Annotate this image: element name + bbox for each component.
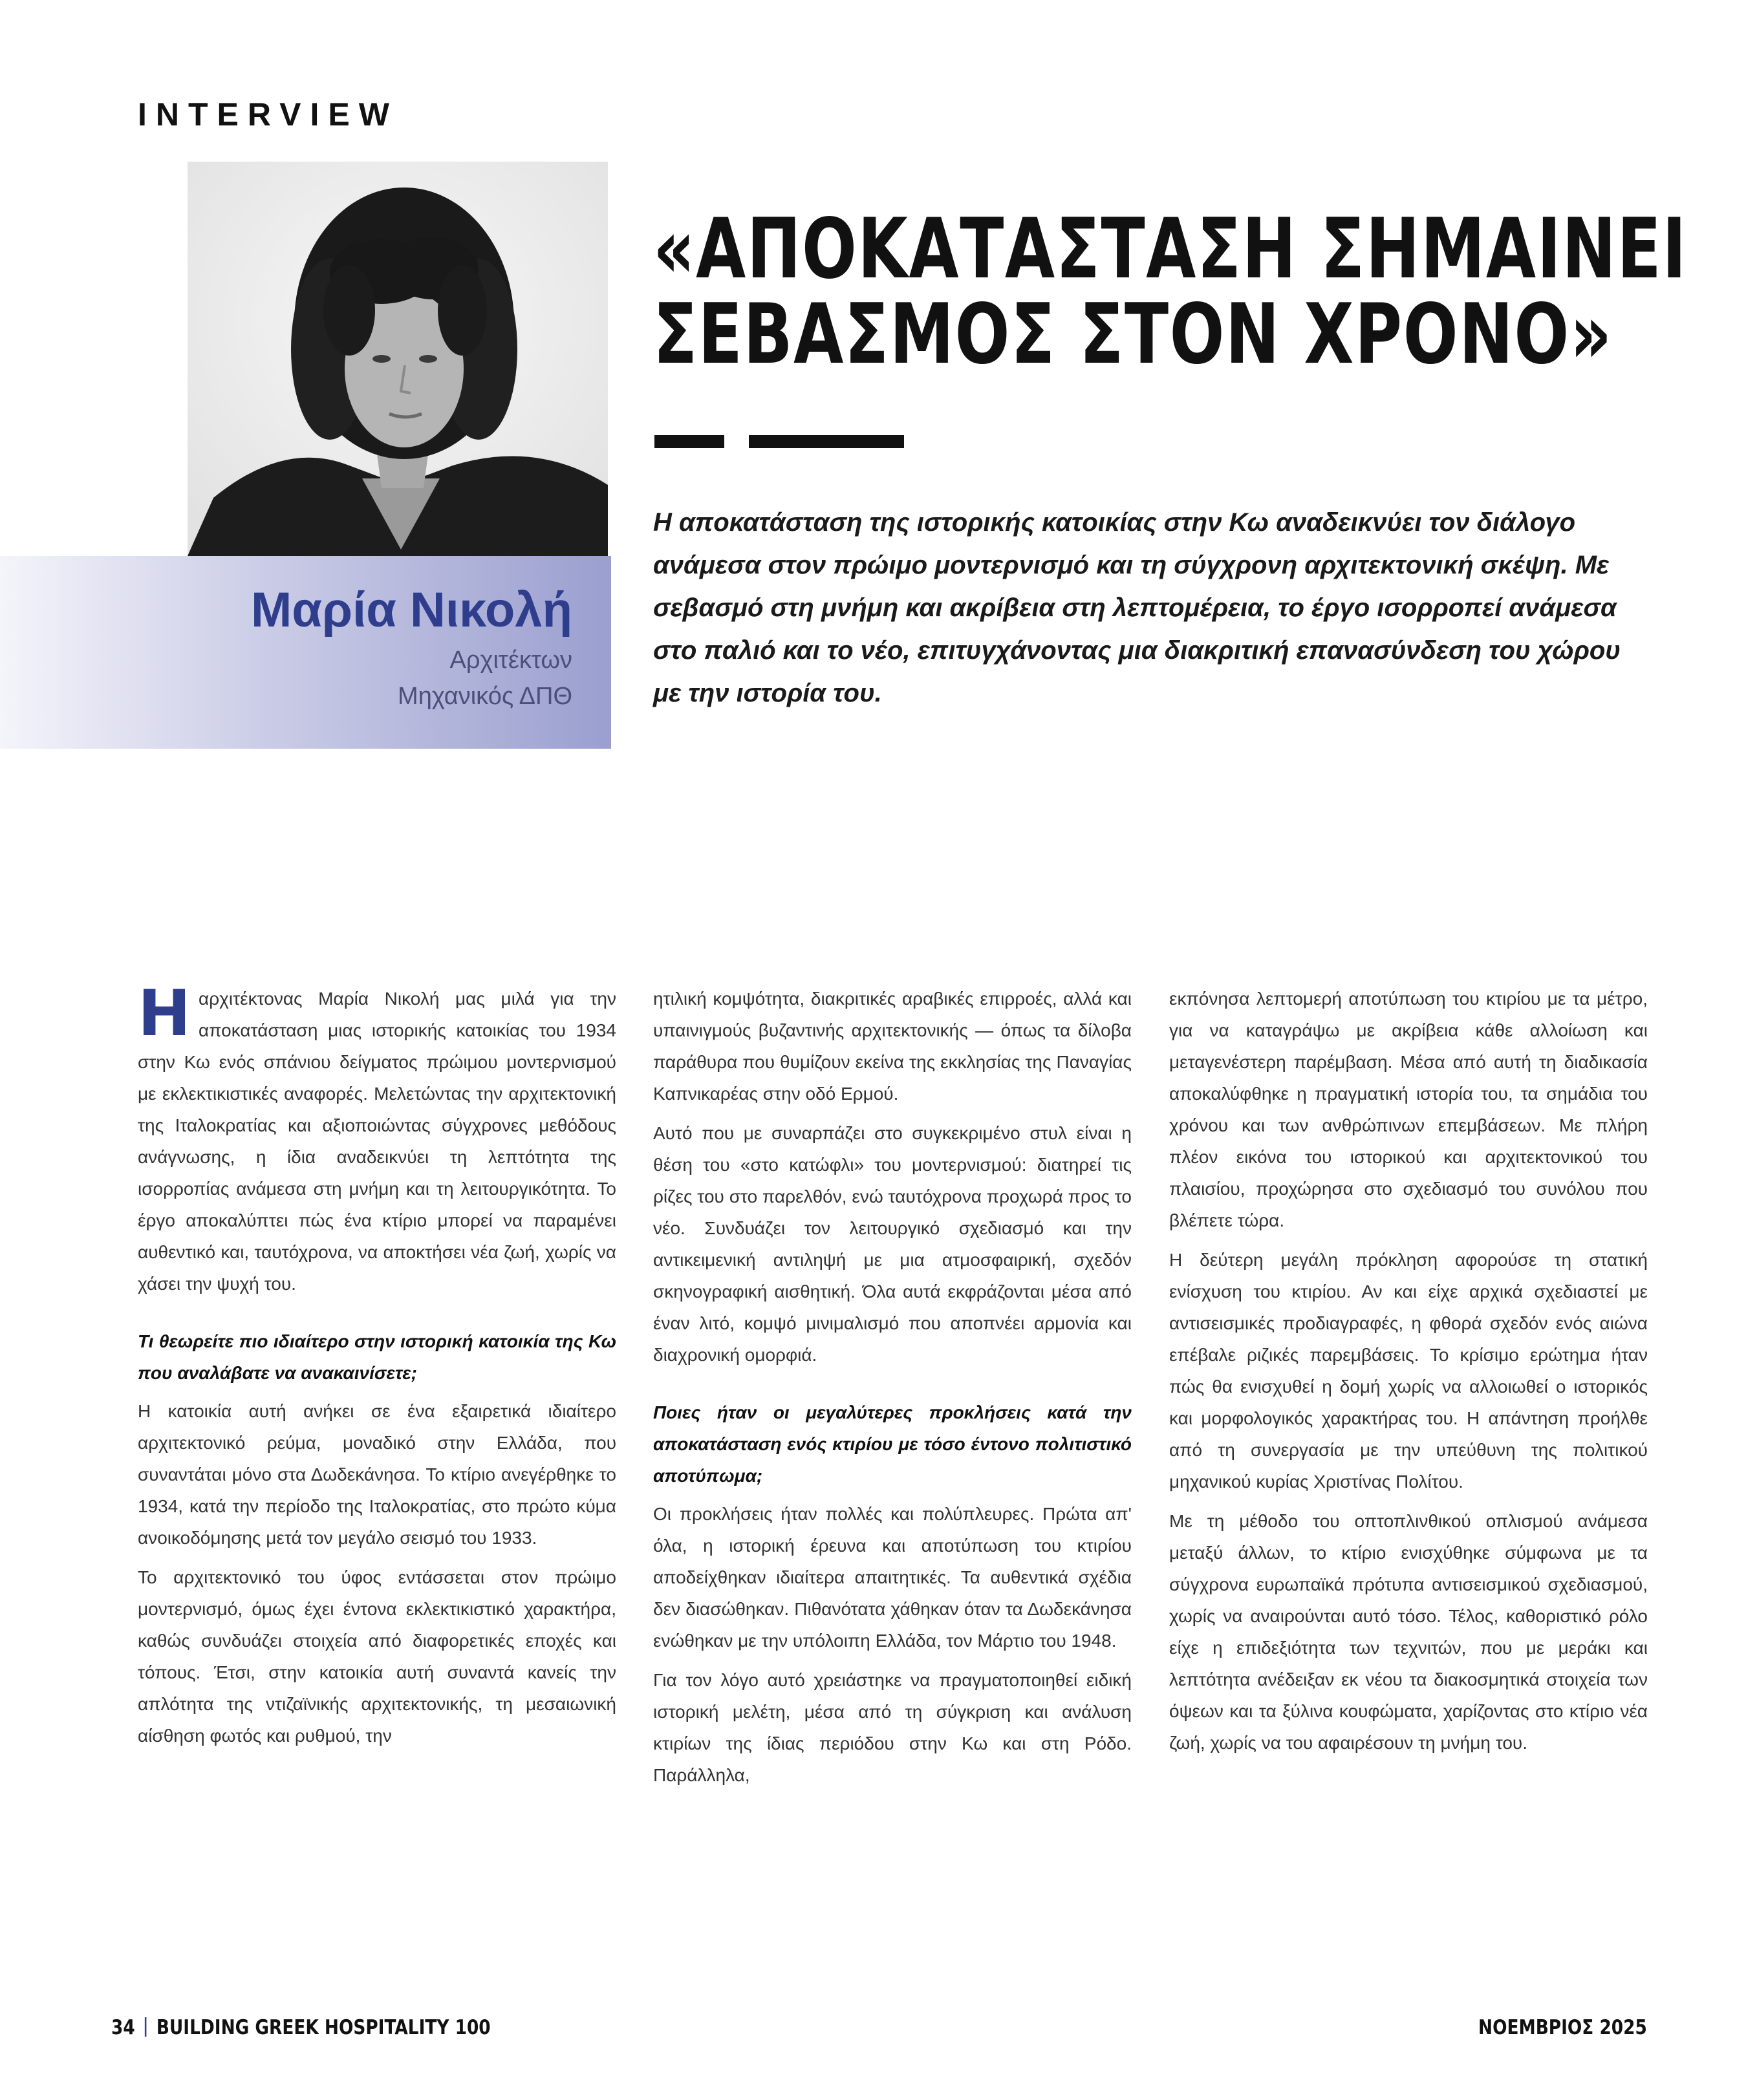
lead-paragraph: Η αποκατάσταση της ιστορικής κατοικίας στην Κω αναδεικνύει τον διάλογο ανάμεσα στον πρώιμο μοντερνισμό και τη σύγχρονη αρχιτεκτονική σκέψη. Με σεβασμό στη μνήμη και ακρίβεια στη λεπτομέρεια, το έργο ισορροπεί ανάμεσα στο παλιό και το νέο, επιτυγχάνοντας μια διακριτική επανασύνδεση του χώρου με την ιστορία του. (653, 508, 1621, 707)
article-column-3 (1169, 983, 1648, 1766)
page-number: 34 (111, 2016, 135, 2039)
portrait-photo (188, 162, 608, 556)
answer-2-paragraph-1: Οι προκλήσεις ήταν πολλές και πολύπλευρες. Πρώτα απ' όλα, η ιστορική έρευνα και αποτύπωση του κτιρίου αποδείχθηκαν ιδιαίτερα απαιτητικές. Τα αυθεντικά σχέδια δεν διασώθηκαν. Πιθανότατα χάθηκαν όταν τα Δωδεκάνησα ενώθηκαν με την υπόλοιπη Ελλάδα, τον Μάρτιο του 1948. (653, 1504, 1132, 1651)
headline-divider-long (749, 435, 904, 448)
name-card (0, 556, 611, 749)
issue-date: ΝΟΕΜΒΡΙΟΣ 2025 (1478, 2016, 1647, 2039)
person-role-line1: Αρχιτέκτων (449, 647, 572, 674)
headline-line2: ΣΕΒΑΣΜΟΣ ΣΤΟΝ ΧΡΟΝΟ» (653, 286, 1613, 383)
drop-cap: Η (138, 977, 191, 1051)
section-label: INTERVIEW (138, 96, 398, 133)
answer-2-paragraph-5: Με τη μέθοδο του οπτοπλινθικού οπλισμού ανάμεσα μεταξύ άλλων, το κτίριο ενισχύθηκε σύμφωνα με τα σύγχρονα ευρωπαϊκά πρότυπα αντισεισμικού σχεδιασμού, χωρίς να αναιρούνται αυτό τόσο. Τέλος, καθοριστικό ρόλο είχε η επιδεξιότητα των τεχνιτών, που με μεράκι και λεπτότητα ανέδειξαν εκ νέου τα διακοσμητικά στοιχεία των όψεων και τα ξύλινα κουφώματα, χαρίζοντας στο κτίριο νέα ζωή, χωρίς να του αφαιρέσουν τη μνήμη του. (1169, 1511, 1648, 1753)
answer-2-paragraph-2: Για τον λόγο αυτό χρειάστηκε να πραγματοποιηθεί ειδική ιστορική μελέτη, μέσα από τη σύγκριση και ανάλυση κτιρίων της ίδιας περιόδου στην Κω και στη Ρόδο. Παράλληλα, (653, 1670, 1132, 1785)
publication-name: BUILDING GREEK HOSPITALITY 100 (156, 2016, 491, 2039)
footer-separator (145, 2017, 147, 2037)
question-2: Ποιες ήταν οι μεγαλύτερες προκλήσεις κατά την αποκατάσταση ενός κτιρίου με τόσο έντονο πολιτιστικό αποτύπωμα; (653, 1402, 1132, 1486)
answer-2-paragraph-3: εκπόνησα λεπτομερή αποτύπωση του κτιρίου με τα μέτρο, για να καταγράψω με ακρίβεια κάθε αλλοίωση και μεταγενέστερη παρέμβαση. Μέσα από αυτή τη διαδικασία αποκαλύφθηκε η πραγματική ιστορία του, τα σημάδια του χρόνου και των ανθρώπινων επεμβάσεων. Με πλήρη πλέον εικόνα του ιστορικού και αρχιτεκτονικού του πλαισίου, προχώρησα στο σχεδιασμό του συνόλου που βλέπετε τώρα. (1169, 989, 1648, 1230)
answer-1-paragraph-2: Το αρχιτεκτονικό του ύφος εντάσσεται στον πρώιμο μοντερνισμό, όμως έχει έντονα εκλεκτικιστικό χαρακτήρα, καθώς συνδυάζει στοιχεία από διαφορετικές εποχές και τόπους. Έτσι, στην κατοικία αυτή συναντά κανείς την απλότητα της ντιζαϊνικής αρχιτεκτονικής, τη μεσαιωνική αίσθηση φωτός και ρυθμού, την (138, 1567, 616, 1746)
footer-left (111, 2016, 491, 2039)
person-role-line2: Μηχανικός ΔΠΘ (398, 683, 572, 710)
article-headline (653, 201, 1688, 383)
headline-divider-short (654, 435, 724, 448)
article-column-2 (653, 983, 1132, 1799)
answer-1-paragraph-1: Η κατοικία αυτή ανήκει σε ένα εξαιρετικά ιδιαίτερο αρχιτεκτονικό ρεύμα, μοναδικό στην Ελλάδα, που συναντάται μόνο στα Δωδεκάνησα. Το κτίριο ανεγέρθηκε το 1934, κατά την περίοδο της Ιταλοκρατίας, στο πρώτο κύμα ανοικοδόμησης μετά τον μεγάλο σεισμό του 1933. (138, 1401, 616, 1548)
answer-1-paragraph-4: Αυτό που με συναρπάζει στο συγκεκριμένο στυλ είναι η θέση του «στο κατώφλι» του μοντερνισμού: διατηρεί τις ρίζες του στο παρελθόν, ενώ ταυτόχρονα προχωρά προς το νέο. Συνδυάζει τον λειτουργικό σχεδιασμό και την αντικειμενική αντιληψή με μια ατμοσφαιρική, σχεδόν σκηνογραφική αισθητική. Όλα αυτά εκφράζονται μέσα από έναν λιτό, κομψό μινιμαλισμό που αποπνέει αρμονία και διαχρονική ομορφιά. (653, 1123, 1132, 1365)
question-1: Τι θεωρείτε πιο ιδιαίτερο στην ιστορική κατοικία της Κω που αναλάβατε να ανακαινίσετε; (138, 1331, 616, 1383)
answer-1-paragraph-3: ητιλική κομψότητα, διακριτικές αραβικές επιρροές, αλλά και υπαινιγμούς βυζαντινής αρχιτεκτονικής — όπως τα δίλοβα παράθυρα που θυμίζουν εκείνα της εκκλησίας της Παναγίας Καπνικαρέας στην οδό Ερμού. (653, 989, 1132, 1104)
answer-2-paragraph-4: Η δεύτερη μεγάλη πρόκληση αφορούσε τη στατική ενίσχυση του κτιρίου. Αν και είχε αρχικά σχεδιαστεί με αντισεισμικές προδιαγραφές, η φθορά σχεδόν ενός αιώνα επέβαλε ριζικές παρεμβάσεις. Το κρίσιμο ερώτημα ήταν πώς θα ενισχυθεί η δομή χωρίς να αλλοιωθεί ο ιστορικός και μορφολογικός χαρακτήρας του. Η απάντηση προήλθε από τη συνεργασία με την υπεύθυνη της πολιτικού μηχανικού κυρίας Χριστίνας Πολίτου. (1169, 1250, 1648, 1492)
article-column-1 (138, 977, 616, 1759)
headline-line1: «ΑΠΟΚΑΤΑΣΤΑΣΗ ΣΗΜΑΙΝΕΙ (653, 201, 1688, 297)
person-name: Μαρία Νικολή (251, 583, 572, 638)
intro-paragraph: αρχιτέκτονας Μαρία Νικολή μας μιλά για την αποκατάσταση μιας ιστορικής κατοικίας του 1934 στην Κω ενός σπάνιου δείγματος πρώιμου μοντερνισμού με εκλεκτικιστικές αναφορές. Μελετώντας την αρχιτεκτονική της Ιταλοκρατίας και αξιοποιώντας σύγχρονες μεθόδους ανάγνωσης, η ίδια αναδεικνύει τη λεπτότητα της ισορροπίας ανάμεσα στη μνήμη και τη λειτουργικότητα. Το έργο αποκαλύπτει πώς ένα κτίριο μπορεί να παραμένει αυθεντικό και, ταυτόχρονα, να αποκτήσει νέα ζωή, χωρίς να χάσει την ψυχή του. (138, 989, 616, 1294)
